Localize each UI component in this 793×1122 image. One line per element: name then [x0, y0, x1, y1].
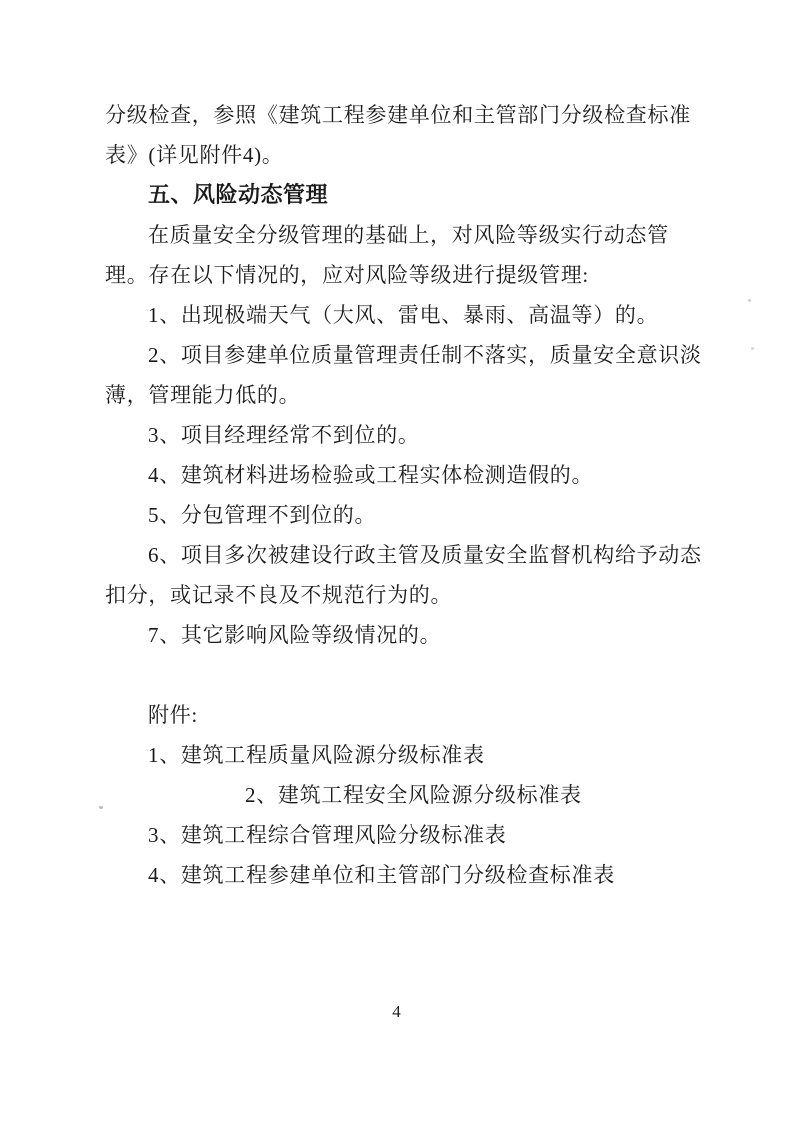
scan-speck	[99, 806, 103, 809]
section-heading: 五、风险动态管理	[148, 182, 329, 207]
text-line: 4、建筑材料进场检验或工程实体检测造假的。	[148, 463, 594, 487]
text-line: 1、出现极端天气（大风、雷电、暴雨、高温等）的。	[148, 303, 659, 327]
text-line: 表》(详见附件4)。	[105, 143, 284, 167]
text-line: 3、项目经理经常不到位的。	[148, 423, 420, 447]
text-line: 薄，管理能力低的。	[105, 383, 301, 407]
text-line: 理。存在以下情况的，应对风险等级进行提级管理:	[105, 263, 589, 287]
page-number: 4	[392, 1002, 401, 1021]
text-line: 扣分，或记录不良及不规范行为的。	[105, 583, 453, 607]
text-line: 3、建筑工程综合管理风险分级标准表	[148, 823, 507, 847]
text-line: 4、建筑工程参建单位和主管部门分级检查标准表	[148, 863, 615, 887]
text-line: 附件:	[148, 703, 198, 727]
text-line: 在质量安全分级管理的基础上，对风险等级实行动态管	[148, 223, 669, 247]
text-line: 2、建筑工程安全风险源分级标准表	[245, 783, 582, 807]
scan-speck	[751, 347, 754, 350]
text-line: 1、建筑工程质量风险源分级标准表	[148, 743, 485, 767]
text-line: 2、项目参建单位质量管理责任制不落实，质量安全意识淡	[148, 343, 702, 367]
text-line: 6、项目多次被建设行政主管及质量安全监督机构给予动态	[148, 543, 702, 567]
text-line: 分级检查，参照《建筑工程参建单位和主管部门分级检查标准	[105, 103, 691, 127]
text-line: 7、其它影响风险等级情况的。	[148, 623, 442, 647]
text-line: 5、分包管理不到位的。	[148, 503, 377, 527]
scan-speck	[748, 299, 751, 302]
